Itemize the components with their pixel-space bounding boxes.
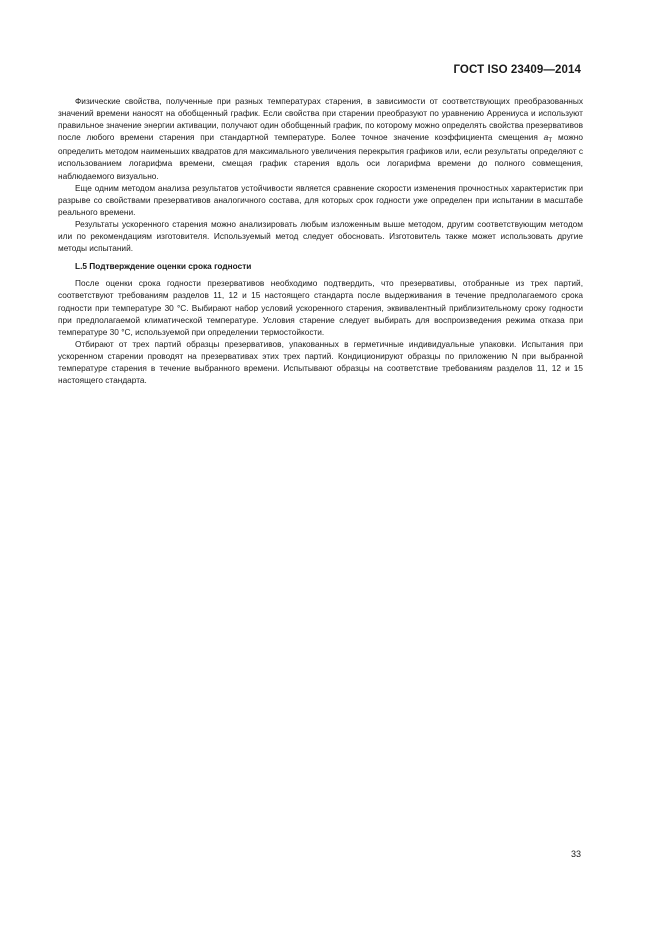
section-heading: L.5 Подтверждение оценки срока годности [75,261,252,272]
document-header: ГОСТ ISO 23409—2014 [453,64,581,76]
paragraph-1-text-a: Физические свойства, полученные при разных температурах старения, в зависимости от соответствующих преобразованных значений времени наносят на обобщенный график. Если свойства при старении преобразуют по уравнению Аррениуса и используют правильное значение энергии активации, получают один обобщенный график, по которому можно определять свойства презервативов после любого времени старения при стандартной температуре. Более точное значение коэффициента смещения [58,96,583,143]
paragraph-1 [58,95,583,182]
paragraph-1-text-b: можно определить методом наименьших квадратов для максимального увеличения перекрытия графиков или, если результаты определяют с использованием логарифма времени, смещая график старения вдоль оси логарифма времени до полного совмещения, наблюдаемого визуально. [58,132,584,181]
document-body [58,95,583,386]
paragraph-2: Еще одним методом анализа результатов устойчивости является сравнение скорости изменения прочностных характеристик при разрыве со свойствами презервативов аналогичного состава, для которых срок годности уже определен при испытании в масштабе реального времени. [58,182,583,217]
paragraph-5: Отбирают от трех партий образцы презервативов, упакованных в герметичные индивидуальные упаковки. Испытания при ускоренном старении проводят на презервативах этих трех партий. Кондиционируют образцы по приложению N при выбранной температуре старения в течение выбранного времени. Испытывают образцы на соответствие требованиям разделов 11, 12 и 15 настоящего стандарта. [58,338,583,386]
page-number: 33 [570,849,581,859]
paragraph-3: Результаты ускоренного старения можно анализировать любым изложенным выше методом, другим соответствующим методом или по рекомендациям изготовителя. Используемый метод следует обосновать. Изготовитель также может использовать другие методы испытаний. [58,218,583,254]
paragraph-4: После оценки срока годности презервативов необходимо подтвердить, что презервативы, отобранные из трех партий, соответствуют требованиям разделов 11, 12 и 15 настоящего стандарта после выдерживания в течение предполагаемого срока годности при температуре 30 °С. Выбирают набор условий ускоренного старения, эквивалентный приблизительному сроку годности при предполагаемой климатической температуре. Условия старение следует выбирать для воспроизведения режима отказа при температуре 30 °С, используемой при определении термостойкости. [58,278,583,337]
shift-factor-symbol: a [543,132,549,143]
shift-factor-subscript: T [548,137,553,145]
